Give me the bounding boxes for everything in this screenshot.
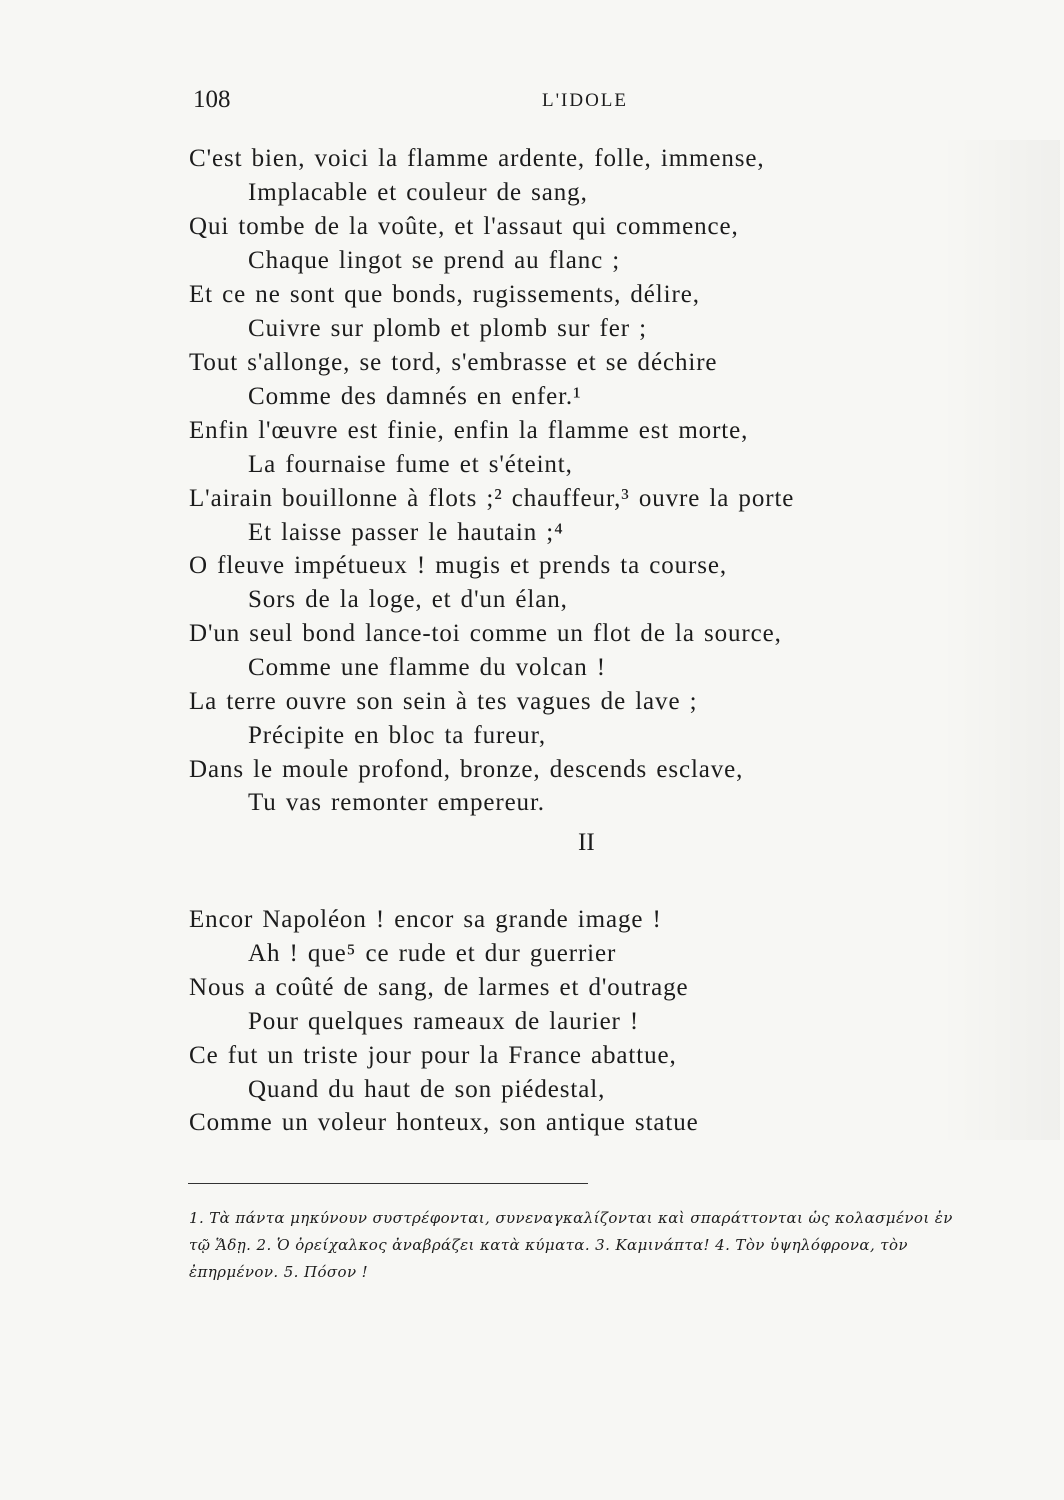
section-title: II: [578, 829, 595, 856]
verse-line: Implacable et couleur de sang,: [248, 179, 588, 206]
verse-line: La fournaise fume et s'éteint,: [248, 451, 573, 478]
verse-line: Ah ! que⁵ ce rude et dur guerrier: [248, 940, 617, 967]
verse-line: Nous a coûté de sang, de larmes et d'outrage: [189, 974, 689, 1001]
page-header: [0, 86, 1064, 116]
verse-line: Encor Napoléon ! encor sa grande image !: [189, 906, 662, 933]
verse-line: Ce fut un triste jour pour la France abattue,: [189, 1042, 677, 1069]
verse-line: La terre ouvre son sein à tes vagues de lave ;: [189, 688, 698, 715]
verse-line: Cuivre sur plomb et plomb sur fer ;: [248, 315, 647, 342]
verse-line: O fleuve impétueux ! mugis et prends ta course,: [189, 552, 728, 579]
verse-line: Sors de la loge, et d'un élan,: [248, 586, 568, 613]
verse-line: C'est bien, voici la flamme ardente, folle, immense,: [189, 145, 765, 172]
verse-line: D'un seul bond lance-toi comme un flot de la source,: [189, 620, 782, 647]
verse-line: Enfin l'œuvre est finie, enfin la flamme est morte,: [189, 417, 749, 444]
show-through-shading: [940, 140, 1060, 1140]
verse-line: Précipite en bloc ta fureur,: [248, 722, 547, 749]
verse-line: Comme une flamme du volcan !: [248, 654, 607, 681]
verse-line: Comme un voleur honteux, son antique statue: [189, 1109, 699, 1136]
verse-line: Et laisse passer le hautain ;⁴: [248, 519, 564, 546]
verse-line: Tu vas remonter empereur.: [248, 789, 545, 816]
verse-line: Dans le moule profond, bronze, descends esclave,: [189, 756, 744, 783]
running-title: L'IDOLE: [542, 90, 629, 111]
verse-line: Qui tombe de la voûte, et l'assaut qui commence,: [189, 213, 739, 240]
verse-line: L'airain bouillonne à flots ;² chauffeur,³ ouvre la porte: [189, 485, 795, 512]
footnote-divider: [188, 1183, 588, 1184]
verse-line: Et ce ne sont que bonds, rugissements, délire,: [189, 281, 700, 308]
verse-line: Tout s'allonge, se tord, s'embrasse et se déchire: [189, 349, 718, 376]
verse-line: Chaque lingot se prend au flanc ;: [248, 247, 621, 274]
verse-line: Quand du haut de son piédestal,: [248, 1076, 606, 1103]
verse-line: Comme des damnés en enfer.¹: [248, 383, 582, 410]
page-number: 108: [193, 86, 231, 113]
footnote-line: ἐπηρμένον. 5. Πόσον !: [189, 1263, 369, 1281]
footnote-line: 1. Τὰ πάντα μηκύνουν συστρέφονται, συνεναγκαλίζονται καὶ σπαράττονται ὡς κολασμένοι ἐν: [189, 1209, 953, 1227]
verse-line: Pour quelques rameaux de laurier !: [248, 1008, 640, 1035]
footnote-line: τῷ Ἅδῃ. 2. Ὁ ὀρείχαλκος ἀναβράζει κατὰ κύματα. 3. Καμινάπτα! 4. Τὸν ὑψηλόφρονα, τὸν: [189, 1236, 908, 1254]
